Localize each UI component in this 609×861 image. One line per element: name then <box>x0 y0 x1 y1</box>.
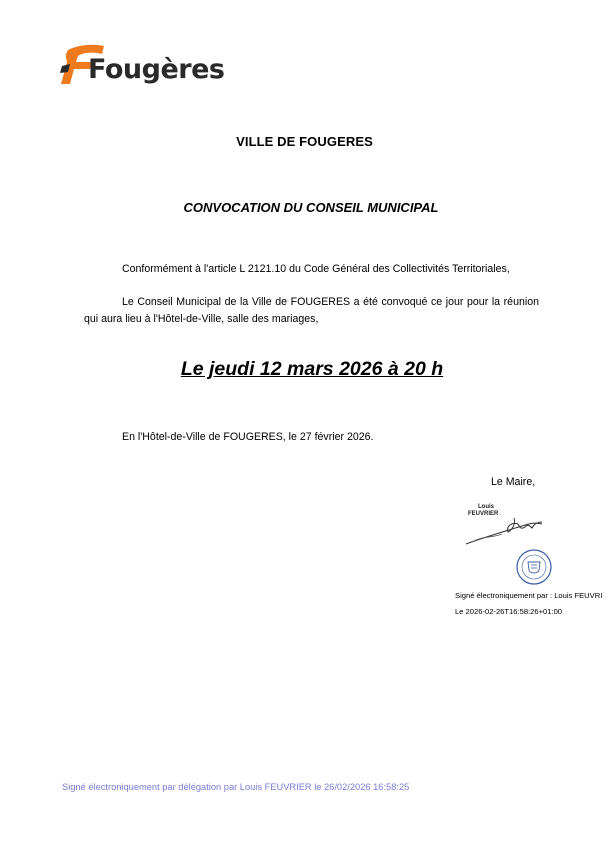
electronic-signature-date: Le 2026-02-26T16:58:26+01:00 <box>455 607 563 616</box>
logo-wordmark: Fougères <box>88 54 225 85</box>
footer-delegation-signature: Signé électroniquement par délégation par Louis FEUVRIER le 26/02/2026 16:58:25 <box>62 782 410 792</box>
city-title: VILLE DE FOUGERES <box>236 134 373 149</box>
signer-first-name: Louis <box>478 504 494 510</box>
electronic-signature-by: Signé électroniquement par : Louis FEUVRI <box>455 591 603 600</box>
convocation-title: CONVOCATION DU CONSEIL MUNICIPAL <box>183 200 439 215</box>
place-and-date: En l'Hôtel-de-Ville de FOUGERES, le 27 février 2026. <box>122 431 374 443</box>
fougeres-logo <box>58 42 228 88</box>
handwritten-signature <box>462 512 548 548</box>
mayor-title: Le Maire, <box>491 476 536 488</box>
official-seal <box>514 548 554 586</box>
convocation-paragraph: Le Conseil Municipal de la Ville de FOUGERES a été convoqué ce jour pour la réunion qui aura lieu à l'Hôtel-de-Ville, salle des mariages, <box>84 296 539 325</box>
legal-reference-paragraph: Conformément à l'article L 2121.10 du Code Général des Collectivités Territoriales, <box>122 263 510 275</box>
signer-last-name: FEUVRIER <box>468 511 499 517</box>
meeting-date: Le jeudi 12 mars 2026 à 20 h <box>180 358 444 380</box>
